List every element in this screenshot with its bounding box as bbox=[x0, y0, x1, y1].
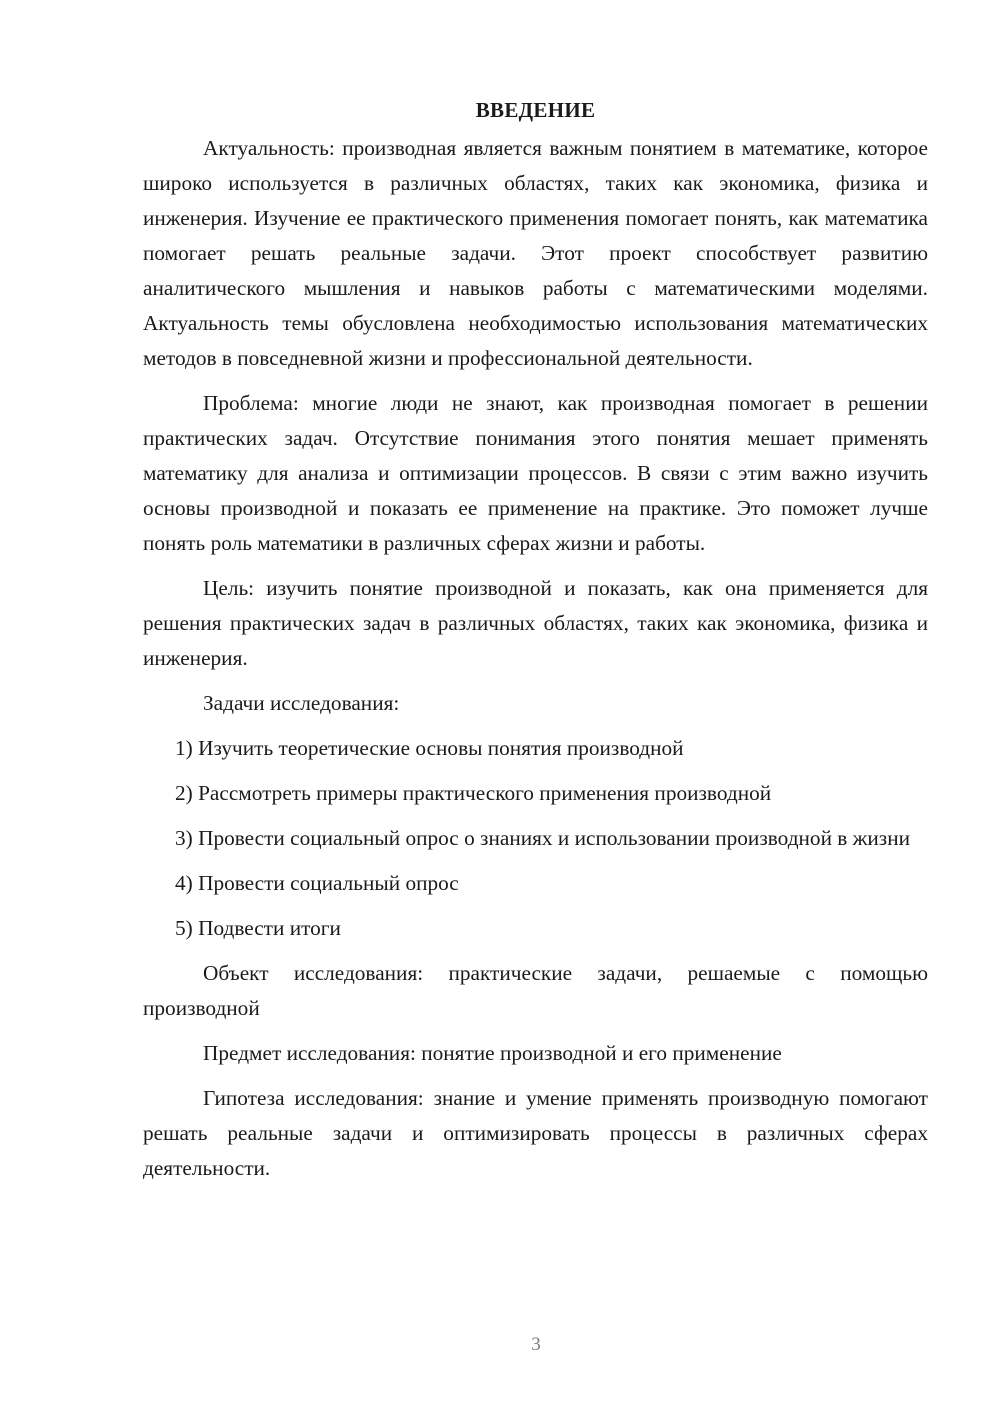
subject-paragraph: Предмет исследования: понятие производной и его применение bbox=[203, 1041, 782, 1065]
relevance-paragraph: Актуальность: производная является важным понятием в математике, которое широко используется в различных областях, таких как экономика, физика и инженерия. Изучение ее практического применения помогает понять, как математика помогает решать реальные задачи. Этот проект способствует развитию аналитического мышления и навыков работы с математическими моделями. Актуальность темы обусловлена необходимостью использования математических методов в повседневной жизни и профессиональной деятельности. bbox=[143, 136, 928, 370]
task-item-5: 5) Подвести итоги bbox=[175, 916, 341, 940]
page-number: 3 bbox=[531, 1334, 541, 1355]
task-item-1: 1) Изучить теоретические основы понятия производной bbox=[175, 736, 684, 760]
task-item-4: 4) Провести социальный опрос bbox=[175, 871, 459, 895]
page-title: ВВЕДЕНИЕ bbox=[475, 98, 596, 122]
tasks-heading: Задачи исследования: bbox=[203, 691, 400, 715]
problem-paragraph: Проблема: многие люди не знают, как производная помогает в решении практических задач. Отсутствие понимания этого понятия мешает применять математику для анализа и оптимизации процессов. В связи с этим важно изучить основы производной и показать ее применение на практике. Это поможет лучше понять роль математики в различных сферах жизни и работы. bbox=[143, 391, 928, 555]
task-item-2: 2) Рассмотреть примеры практического применения производной bbox=[175, 781, 772, 805]
hypothesis-paragraph: Гипотеза исследования: знание и умение применять производную помогают решать реальные задачи и оптимизировать процессы в различных сферах деятельности. bbox=[143, 1086, 928, 1180]
document-page bbox=[143, 95, 928, 1186]
object-paragraph: Объект исследования: практические задачи, решаемые с помощью производной bbox=[143, 961, 928, 1020]
task-item-3: 3) Провести социальный опрос о знаниях и использовании производной в жизни bbox=[175, 826, 910, 850]
goal-paragraph: Цель: изучить понятие производной и показать, как она применяется для решения практических задач в различных областях, таких как экономика, физика и инженерия. bbox=[143, 576, 928, 670]
